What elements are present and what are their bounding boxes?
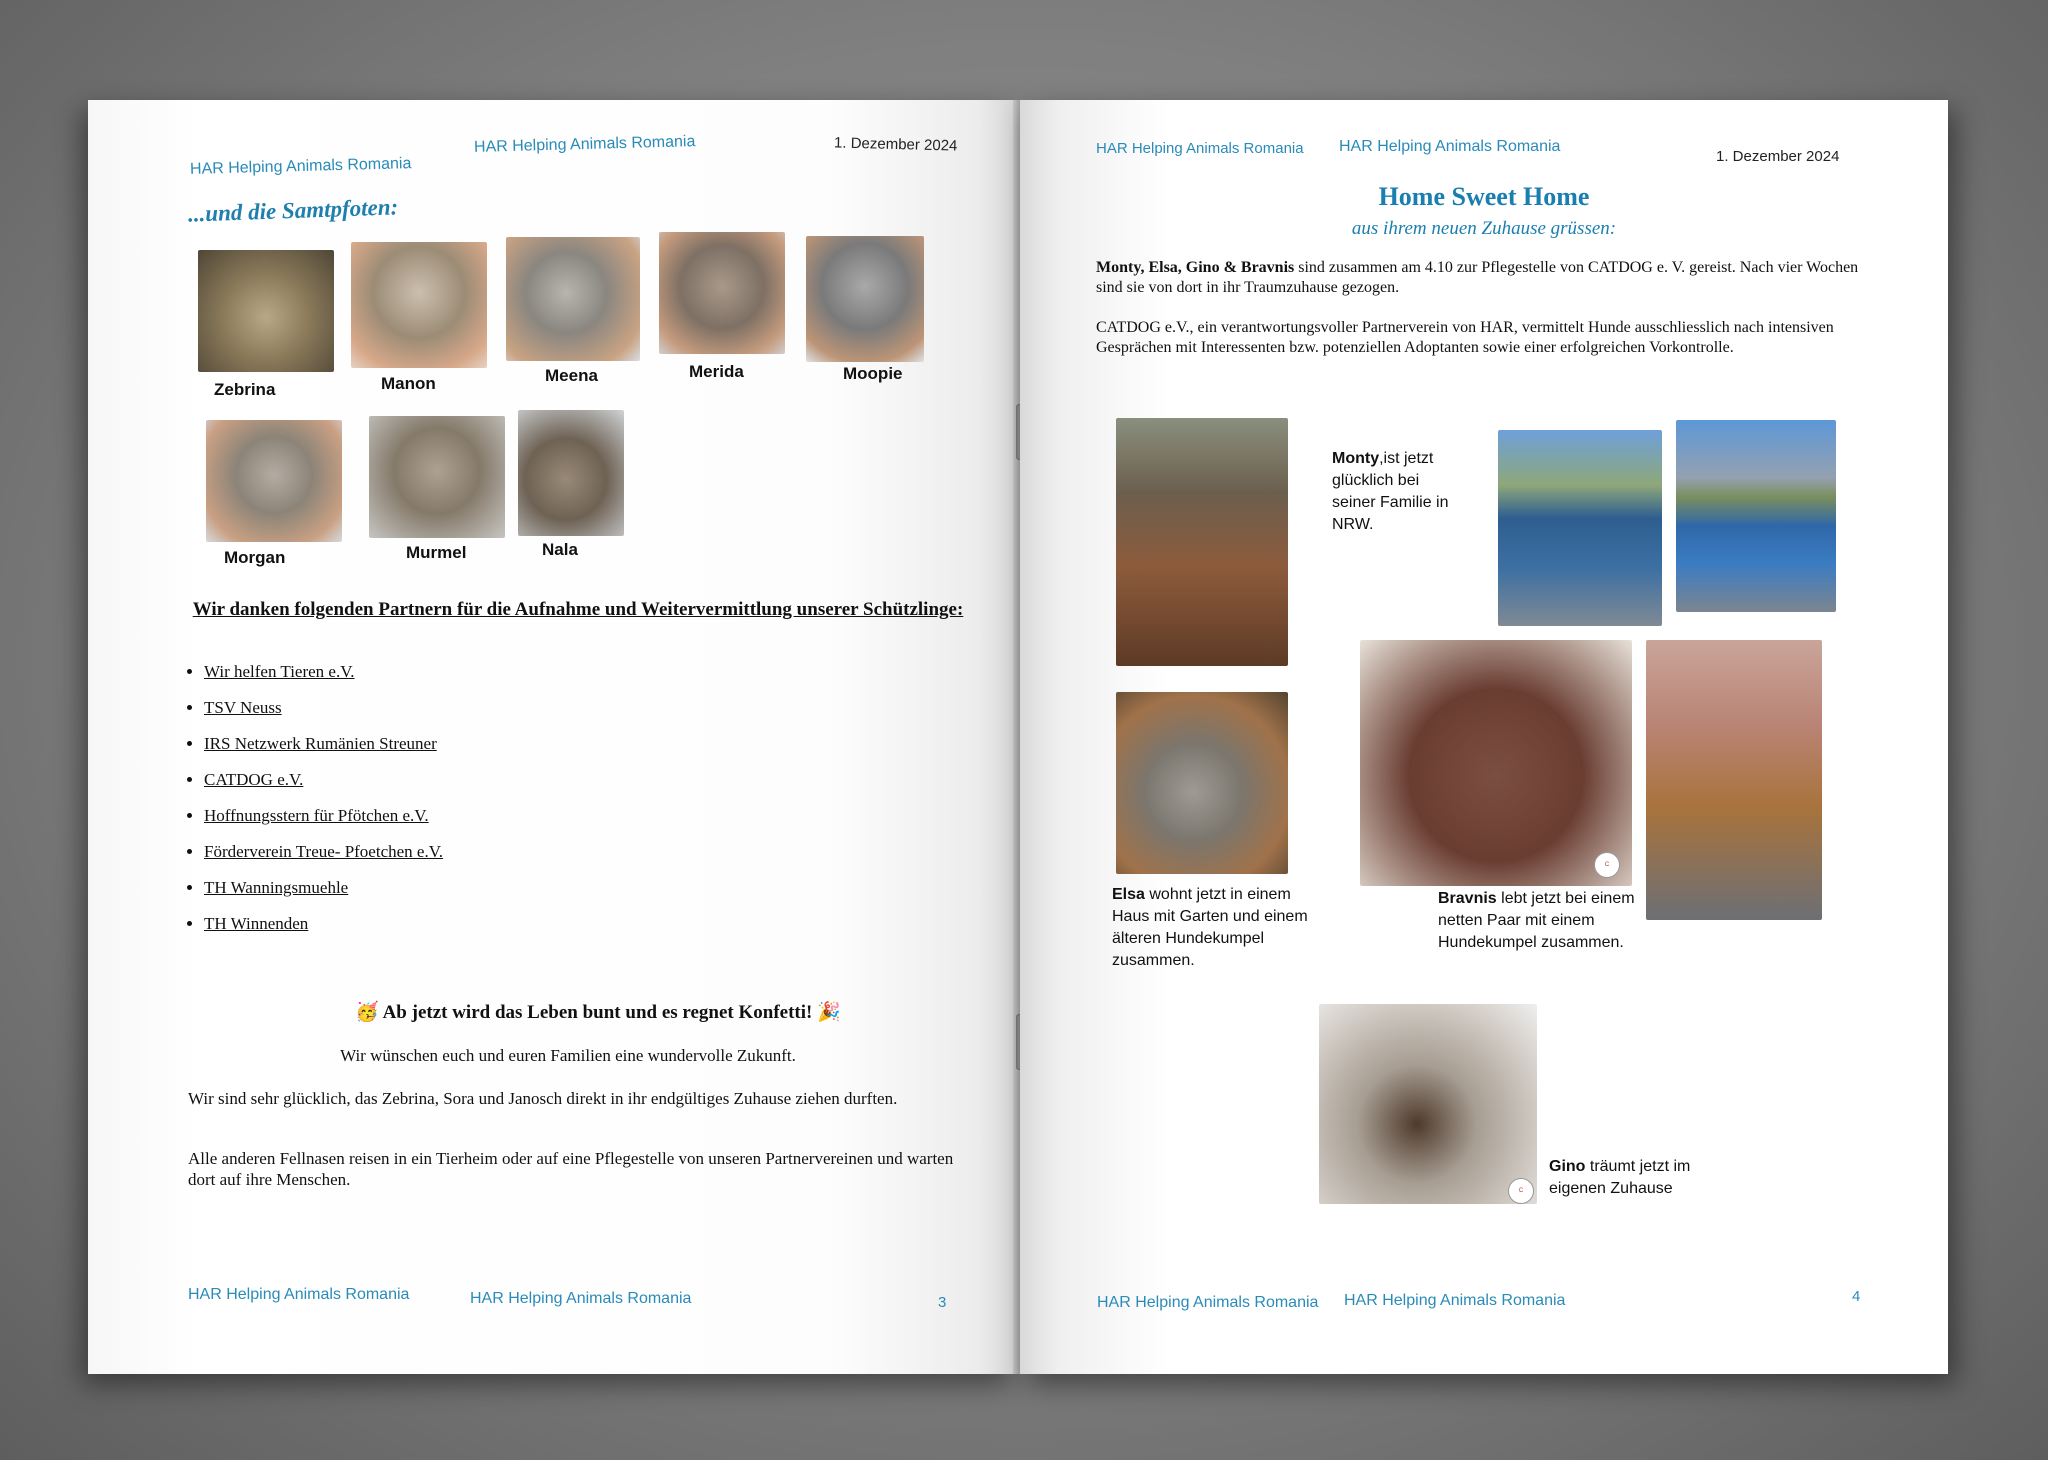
wish-line: Wir wünschen euch und euren Familien eine wundervolle Zukunft. [340,1046,796,1065]
cat-name-murmel: Murmel [406,543,467,562]
cat-name-meena: Meena [545,366,598,385]
confetti-text: Ab jetzt wird das Leben bunt und es regnet Konfetti! [382,1002,813,1023]
caption-monty [1332,448,1452,536]
paragraph-other-animals: Alle anderen Fellnasen reisen in ein Tierheim oder auf eine Pflegestelle von unseren Partnervereinen und warten dort auf ihre Menschen. [188,1149,954,1189]
caption-monty-name: Monty [1332,450,1380,467]
photo-monty-lake-1 [1498,430,1662,626]
confetti-line [318,1000,878,1024]
partner-link[interactable]: • Hoffnungsstern für Pfötchen e.V. [204,806,443,826]
photo-monty-forest [1116,418,1288,666]
photo-bravnis-sofa [1646,640,1822,920]
caption-gino-name: Gino [1549,1158,1586,1175]
photo-elsa [1116,692,1288,874]
cat-name-merida: Merida [689,362,744,381]
photo-monty-lake-2 [1676,420,1836,612]
cat-photo-moopie [806,236,924,362]
partner-list [180,662,443,950]
page-title: Home Sweet Home [1378,182,1590,211]
header-left-2: HAR Helping Animals Romania [473,133,696,156]
cat-photo-meena [506,237,640,361]
cat-name-manon: Manon [381,374,436,393]
footer-right-2: HAR Helping Animals Romania [1344,1292,1566,1309]
cat-photo-nala [518,410,624,536]
page-number-left: 3 [938,1294,947,1311]
header-right-2: HAR Helping Animals Romania [1339,138,1561,155]
partner-link[interactable]: • TH Winnenden [204,914,443,934]
catdog-logo-icon: C [1508,1178,1534,1204]
intro-text: sind zusammen am 4.10 zur Pflegestelle von CATDOG e. V. gereist. Nach vier Wochen sind sie von dort in ihr Traumzuhause gezogen. [1096,259,1859,296]
cat-name-morgan: Morgan [224,548,286,567]
caption-monty-text: ,ist jetzt glücklich bei seiner Familie in NRW. [1332,450,1449,533]
left-page [88,100,1016,1374]
partner-link[interactable]: • CATDOG e.V. [204,770,443,790]
partner-link[interactable]: • TH Wanningsmuehle [204,878,443,898]
cat-photo-murmel [369,416,505,538]
caption-gino-text: träumt jetzt im eigenen Zuhause [1549,1158,1691,1197]
catdog-paragraph: CATDOG e.V., ein verantwortungsvoller Partnerverein von HAR, vermittelt Hunde ausschliesslich nach intensiven Gesprächen mit Interessenten bzw. potenziellen Adoptanten sowie einer erfolgreichen Vorkontrolle. [1096,319,1834,356]
footer-right-1: HAR Helping Animals Romania [1097,1294,1319,1311]
header-right-1: HAR Helping Animals Romania [1096,140,1304,157]
caption-bravnis [1438,888,1638,954]
page-number-right: 4 [1852,1288,1861,1305]
page-subtitle: aus ihrem neuen Zuhause grüssen: [1351,218,1617,239]
catdog-logo-icon: C [1594,852,1620,878]
cat-name-nala: Nala [542,540,578,559]
caption-gino [1549,1156,1749,1200]
partner-link[interactable]: • IRS Netzwerk Rumänien Streuner [204,734,443,754]
footer-left-2: HAR Helping Animals Romania [470,1290,692,1307]
paragraph-direct-adoption: Wir sind sehr glücklich, das Zebrina, Sora und Janosch direkt in ihr endgültiges Zuhause ziehen durften. [188,1089,898,1108]
photo-bravnis-bed [1360,640,1632,886]
party-face-icon: 🥳 [355,1002,379,1023]
caption-elsa [1112,884,1332,972]
party-popper-icon: 🎉 [817,1002,841,1023]
intro-paragraph [1096,258,1886,298]
cat-name-moopie: Moopie [843,364,903,383]
cat-name-zebrina: Zebrina [214,380,276,399]
caption-elsa-name: Elsa [1112,886,1145,903]
header-date-right: 1. Dezember 2024 [1716,148,1840,165]
caption-bravnis-name: Bravnis [1438,890,1497,907]
partner-link[interactable]: • Förderverein Treue- Pfoetchen e.V. [204,842,443,862]
cat-photo-morgan [206,420,342,542]
cat-photo-zebrina [198,250,334,372]
footer-left-1: HAR Helping Animals Romania [188,1286,410,1303]
partner-link[interactable]: • TSV Neuss [204,698,443,718]
caption-elsa-text: wohnt jetzt in einem Haus mit Garten und einem älteren Hundekumpel zusammen. [1112,886,1308,969]
partner-link[interactable]: • Wir helfen Tieren e.V. [204,662,443,682]
intro-names: Monty, Elsa, Gino & Bravnis [1096,259,1295,276]
cat-photo-merida [659,232,785,354]
right-page [1020,100,1948,1374]
header-left-1: HAR Helping Animals Romania [189,155,412,178]
caption-bravnis-text: lebt jetzt bei einem netten Paar mit einem Hundekumpel zusammen. [1438,890,1635,951]
cat-photo-manon [351,242,487,368]
header-date: 1. Dezember 2024 [833,134,958,155]
section-title-cats: ...und die Samtpfoten: [187,194,399,227]
photo-gino [1319,1004,1537,1204]
partners-heading: Wir danken folgenden Partnern für die Aufnahme und Weitervermittlung unserer Schützlinge: [192,599,964,620]
